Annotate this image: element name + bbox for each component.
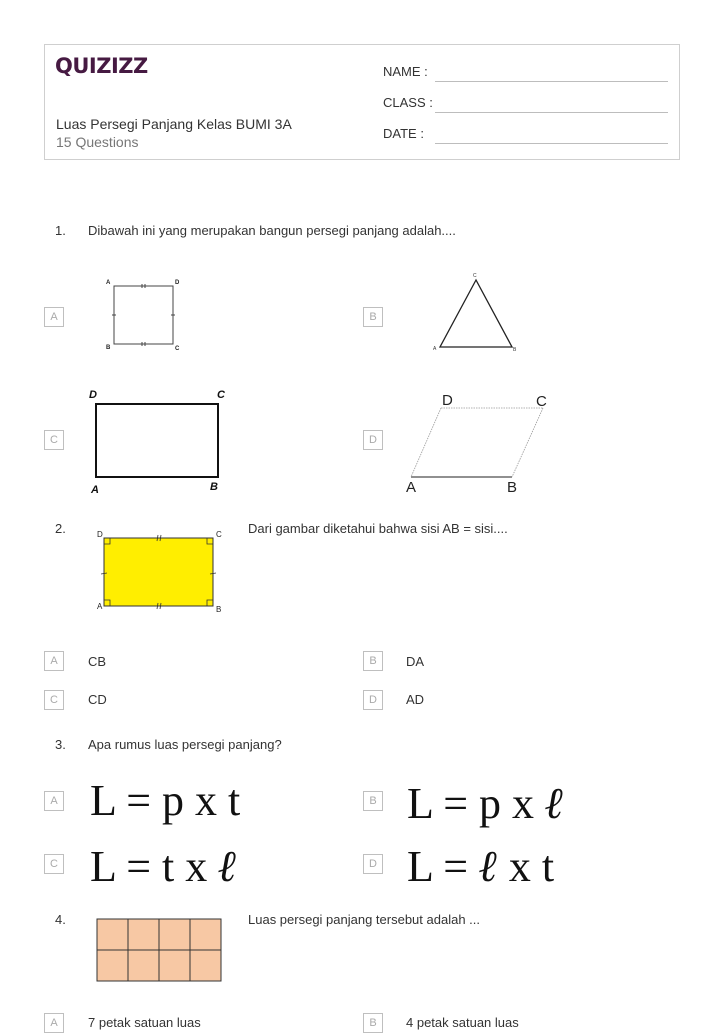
option-a-text: 7 petak satuan luas — [88, 1015, 201, 1030]
option-d-checkbox[interactable]: D — [363, 430, 383, 450]
name-field[interactable] — [435, 80, 668, 82]
triangle-figure — [428, 270, 524, 356]
option-a-checkbox[interactable]: A — [44, 307, 64, 327]
vertex-label: D — [175, 280, 180, 286]
option-b-checkbox[interactable]: B — [363, 791, 383, 811]
vertex-label: C — [217, 389, 225, 401]
question-text: Apa rumus luas persegi panjang? — [88, 737, 282, 752]
grid-cell — [97, 950, 128, 981]
unit-grid-figure — [95, 917, 223, 983]
quizizz-logo: QUIZIZZ — [55, 54, 148, 78]
vertex-label: A — [433, 346, 437, 352]
grid-cell — [190, 950, 221, 981]
option-c-checkbox[interactable]: C — [44, 430, 64, 450]
option-b-text: 4 petak satuan luas — [406, 1015, 519, 1030]
date-label: DATE : — [383, 126, 424, 141]
square-figure — [100, 272, 190, 354]
vertex-label: A — [97, 602, 103, 611]
vertex-label: D — [89, 389, 97, 401]
option-c-checkbox[interactable]: C — [44, 690, 64, 710]
grid-cell — [97, 919, 128, 950]
vertex-label: C — [175, 346, 180, 352]
vertex-label: B — [513, 347, 517, 353]
question-text: Luas persegi panjang tersebut adalah ... — [248, 912, 481, 927]
vertex-label: C — [216, 530, 222, 539]
grid-cell — [159, 950, 190, 981]
grid-cell — [128, 919, 159, 950]
vertex-label: D — [97, 530, 103, 539]
formula-c: L = t x ℓ — [90, 841, 238, 892]
option-d-checkbox[interactable]: D — [363, 854, 383, 874]
option-c-checkbox[interactable]: C — [44, 854, 64, 874]
vertex-label: A — [406, 479, 417, 496]
option-b-checkbox[interactable]: B — [363, 307, 383, 327]
option-a-checkbox[interactable]: A — [44, 791, 64, 811]
question-count: 15 Questions — [56, 134, 139, 150]
option-a-checkbox[interactable]: A — [44, 1013, 64, 1033]
question-number: 1. — [55, 223, 66, 238]
option-b-text: DA — [406, 654, 425, 669]
date-field[interactable] — [435, 142, 668, 144]
option-c-text: CD — [88, 692, 107, 707]
vertex-label: A — [91, 484, 99, 496]
vertex-label: C — [536, 393, 547, 410]
formula-d: L = ℓ x t — [407, 841, 555, 892]
parallelogram-figure — [400, 388, 556, 496]
quiz-title: Luas Persegi Panjang Kelas BUMI 3A — [56, 116, 292, 132]
vertex-label: B — [106, 345, 111, 351]
grid-cell — [128, 950, 159, 981]
option-b-checkbox[interactable]: B — [363, 1013, 383, 1033]
option-a-checkbox[interactable]: A — [44, 651, 64, 671]
vertex-label: B — [216, 605, 222, 614]
vertex-label: D — [442, 392, 453, 409]
vertex-label: C — [473, 273, 477, 279]
question-number: 3. — [55, 737, 66, 752]
option-d-text: AD — [406, 692, 425, 707]
yellow-rectangle-figure — [92, 526, 232, 618]
question-number: 2. — [55, 521, 66, 536]
name-label: NAME : — [383, 64, 428, 79]
formula-a: L = p x t — [90, 776, 241, 825]
option-a-text: CB — [88, 654, 107, 669]
grid-cell — [190, 919, 221, 950]
class-field[interactable] — [435, 111, 668, 113]
option-d-checkbox[interactable]: D — [363, 690, 383, 710]
vertex-label: B — [210, 481, 218, 493]
class-label: CLASS : — [383, 95, 433, 110]
question-text: Dibawah ini yang merupakan bangun persegi panjang adalah.... — [88, 223, 456, 238]
vertex-label: B — [507, 479, 518, 496]
grid-cell — [159, 919, 190, 950]
option-b-checkbox[interactable]: B — [363, 651, 383, 671]
rectangle-figure — [86, 384, 236, 496]
question-number: 4. — [55, 912, 66, 927]
question-text: Dari gambar diketahui bahwa sisi AB = sisi.... — [248, 521, 508, 536]
formula-b: L = p x ℓ — [407, 778, 564, 829]
vertex-label: A — [106, 280, 111, 286]
